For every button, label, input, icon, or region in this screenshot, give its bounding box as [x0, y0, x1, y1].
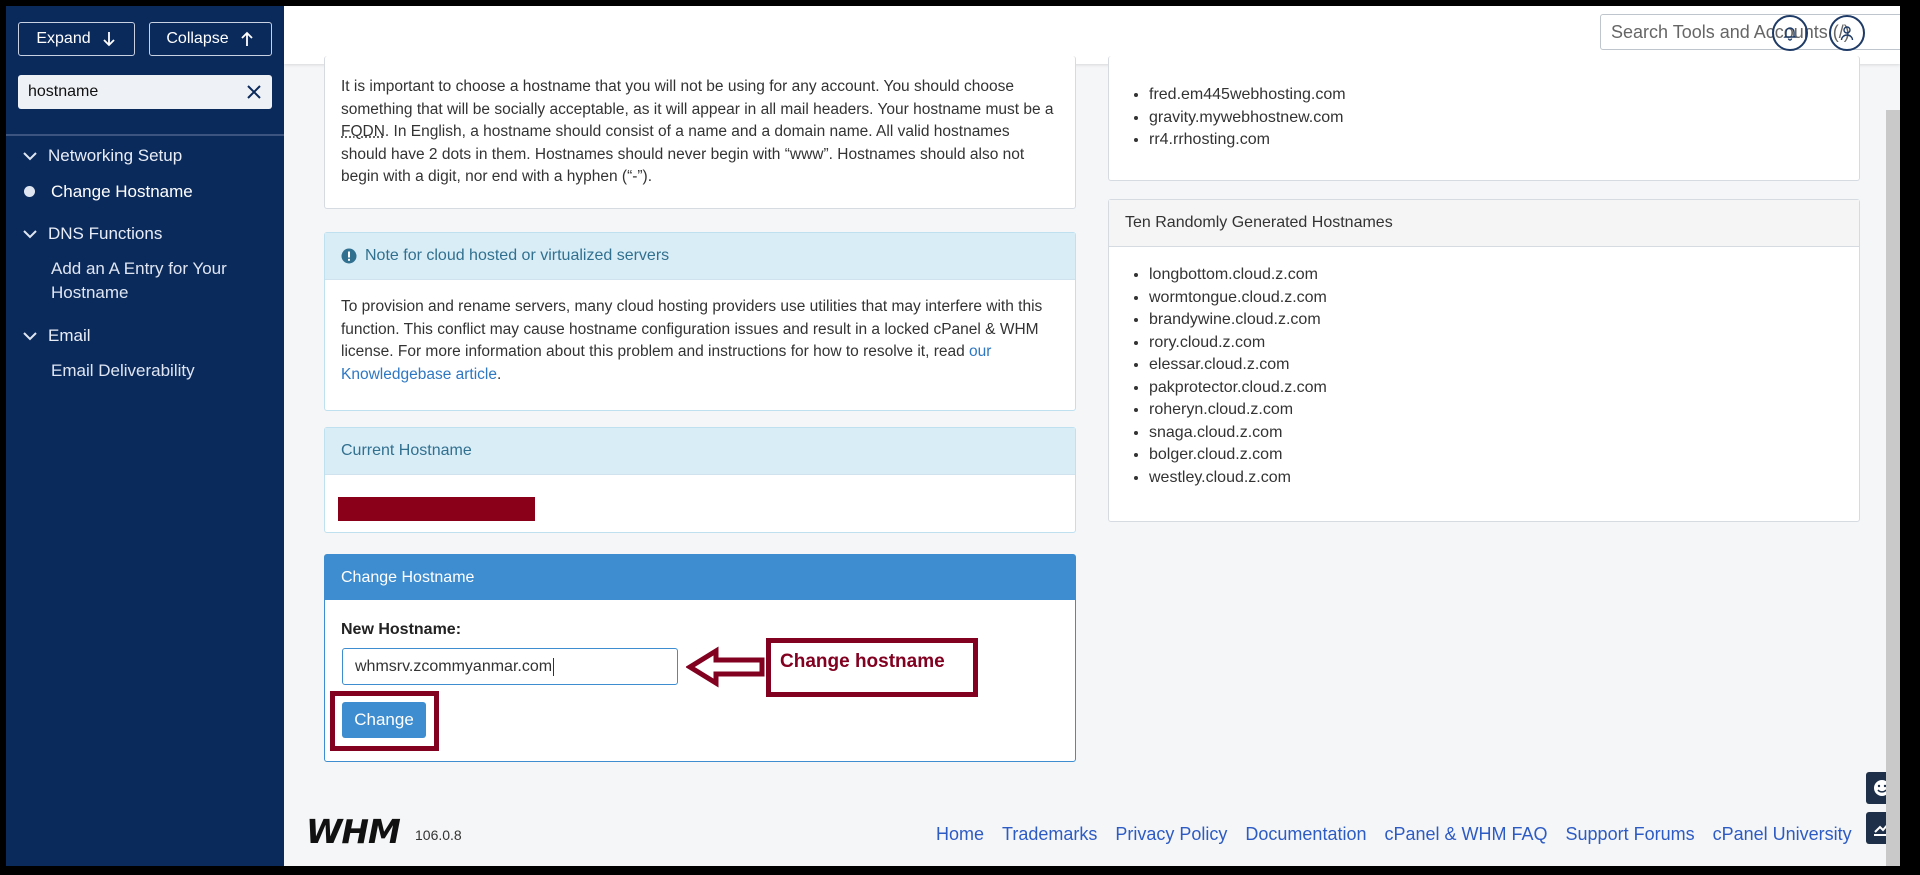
list-item: • wormtongue.cloud.z.com — [1149, 287, 1859, 310]
nav-group-label: Email — [48, 326, 91, 345]
list-item: • gravity.mywebhostnew.com — [1149, 107, 1859, 130]
footer-link-documentation[interactable]: Documentation — [1245, 824, 1367, 844]
bell-icon — [1782, 25, 1798, 41]
footer-link-trademarks[interactable]: Trademarks — [1002, 824, 1098, 844]
chevron-down-icon — [22, 328, 38, 344]
whm-logo: WHM — [306, 812, 400, 851]
change-hostname-title: Change Hostname — [341, 568, 475, 586]
annotation-arrow-icon — [686, 646, 766, 688]
change-hostname-header — [325, 555, 1075, 600]
footer-link-home[interactable]: Home — [936, 824, 985, 844]
annotation-label: Change hostname — [780, 651, 945, 672]
random-hostnames-list — [1109, 264, 1859, 489]
collapse-button[interactable] — [149, 22, 272, 56]
nav-group-label: Networking Setup — [48, 146, 183, 165]
collapse-label: Collapse — [166, 30, 229, 47]
cloud-note-body — [325, 280, 1075, 386]
cloud-note-panel — [324, 232, 1076, 411]
redacted-hostname-value — [338, 497, 535, 521]
footer-link-cpanel-university[interactable]: cPanel University — [1712, 824, 1852, 844]
clear-search-icon[interactable] — [246, 84, 262, 100]
list-item: • longbottom.cloud.z.com — [1149, 264, 1859, 287]
sidebar — [6, 6, 284, 866]
new-hostname-input[interactable] — [342, 648, 678, 685]
new-hostname-value: whmsrv.zcommyanmar.com — [355, 657, 553, 675]
footer-link-faq[interactable]: cPanel & WHM FAQ — [1384, 824, 1548, 844]
cloud-note-end: . — [496, 365, 502, 383]
search-placeholder: Search Tools and Accounts (/) — [1611, 21, 1850, 42]
list-item: • brandywine.cloud.z.com — [1149, 309, 1859, 332]
list-item: • rr4.rrhosting.com — [1149, 129, 1859, 152]
sidebar-item-email-deliverability[interactable]: Email Deliverability — [51, 361, 195, 380]
annotation-button-highlight — [330, 691, 439, 751]
list-item: • bolger.cloud.z.com — [1149, 444, 1859, 467]
expand-label: Expand — [36, 30, 91, 47]
guidance-text-part1: It is important to choose a hostname that you will not be using for any account. You should choose something that will be socially acceptable, as it will appear in all mail headers. Your hostname must be a — [341, 78, 1054, 118]
user-icon — [1839, 25, 1855, 41]
expand-button[interactable] — [18, 22, 135, 56]
list-item: • fred.em445webhosting.com — [1149, 84, 1859, 107]
app-window — [6, 6, 1900, 866]
notifications-button[interactable] — [1772, 15, 1808, 51]
chevron-down-icon — [22, 148, 38, 164]
arrow-down-icon — [101, 31, 117, 47]
footer-link-privacy-policy[interactable]: Privacy Policy — [1115, 824, 1228, 844]
random-hostnames-header — [1109, 200, 1859, 247]
current-hostname-title: Current Hostname — [341, 442, 472, 459]
hostname-guidance-panel — [324, 56, 1076, 209]
list-item: • pakprotector.cloud.z.com — [1149, 377, 1859, 400]
text-cursor — [553, 658, 554, 676]
cloud-note-title: Note for cloud hosted or virtualized servers — [365, 247, 670, 264]
footer-link-support-forums[interactable]: Support Forums — [1565, 824, 1695, 844]
scrollbar[interactable] — [1886, 110, 1900, 866]
cloud-note-header — [325, 233, 1075, 280]
sidebar-item-change-hostname[interactable]: Change Hostname — [51, 182, 193, 201]
nav-group-dns-functions[interactable] — [22, 224, 162, 244]
example-hostnames-list — [1109, 84, 1859, 152]
change-button[interactable]: Change — [342, 702, 426, 738]
guidance-text-part2: . In English, a hostname should consist of a name and a domain name. All valid hostnames should have 2 dots in them. Hostnames should never begin with “www”. Hostnames should also not begin with a digit, nor end with a hyphen (“-”). — [341, 123, 1025, 185]
footer-links — [936, 824, 1852, 845]
user-menu-button[interactable] — [1829, 15, 1865, 51]
list-item: • snaga.cloud.z.com — [1149, 422, 1859, 445]
list-item: • westley.cloud.z.com — [1149, 467, 1859, 490]
list-item: • elessar.cloud.z.com — [1149, 354, 1859, 377]
current-hostname-header — [325, 428, 1075, 475]
example-hostnames-panel — [1108, 56, 1860, 181]
nav-group-label: DNS Functions — [48, 224, 163, 243]
cloud-note-text: To provision and rename servers, many cloud hosting providers use utilities that may interfere with this function. This conflict may cause hostname configuration issues and result in a locked cPanel & WHM license. For more information about this problem and instructions for how to resolve it, read — [341, 298, 1043, 360]
arrow-up-icon — [239, 31, 255, 47]
active-item-dot — [24, 186, 35, 197]
chevron-down-icon — [22, 226, 38, 242]
whm-version: 106.0.8 — [415, 827, 462, 843]
fqdn-abbr: FQDN — [341, 123, 385, 140]
sidebar-divider — [6, 134, 284, 136]
info-circle-icon — [341, 248, 357, 264]
sidebar-search-input[interactable] — [18, 75, 272, 109]
list-item: • roheryn.cloud.z.com — [1149, 399, 1859, 422]
sidebar-item-add-a-entry[interactable]: Add an A Entry for Your Hostname — [51, 259, 227, 302]
random-hostnames-title: Ten Randomly Generated Hostnames — [1125, 214, 1393, 231]
knowledgebase-link[interactable]: our Knowledgebase article — [341, 343, 992, 383]
random-hostnames-panel — [1108, 199, 1860, 522]
nav-group-networking-setup[interactable] — [22, 146, 182, 166]
list-item: • rory.cloud.z.com — [1149, 332, 1859, 355]
nav-group-email[interactable] — [22, 326, 91, 346]
sidebar-search-value: hostname — [28, 83, 99, 100]
new-hostname-label: New Hostname: — [341, 621, 462, 638]
hostname-guidance-text — [325, 56, 1075, 189]
